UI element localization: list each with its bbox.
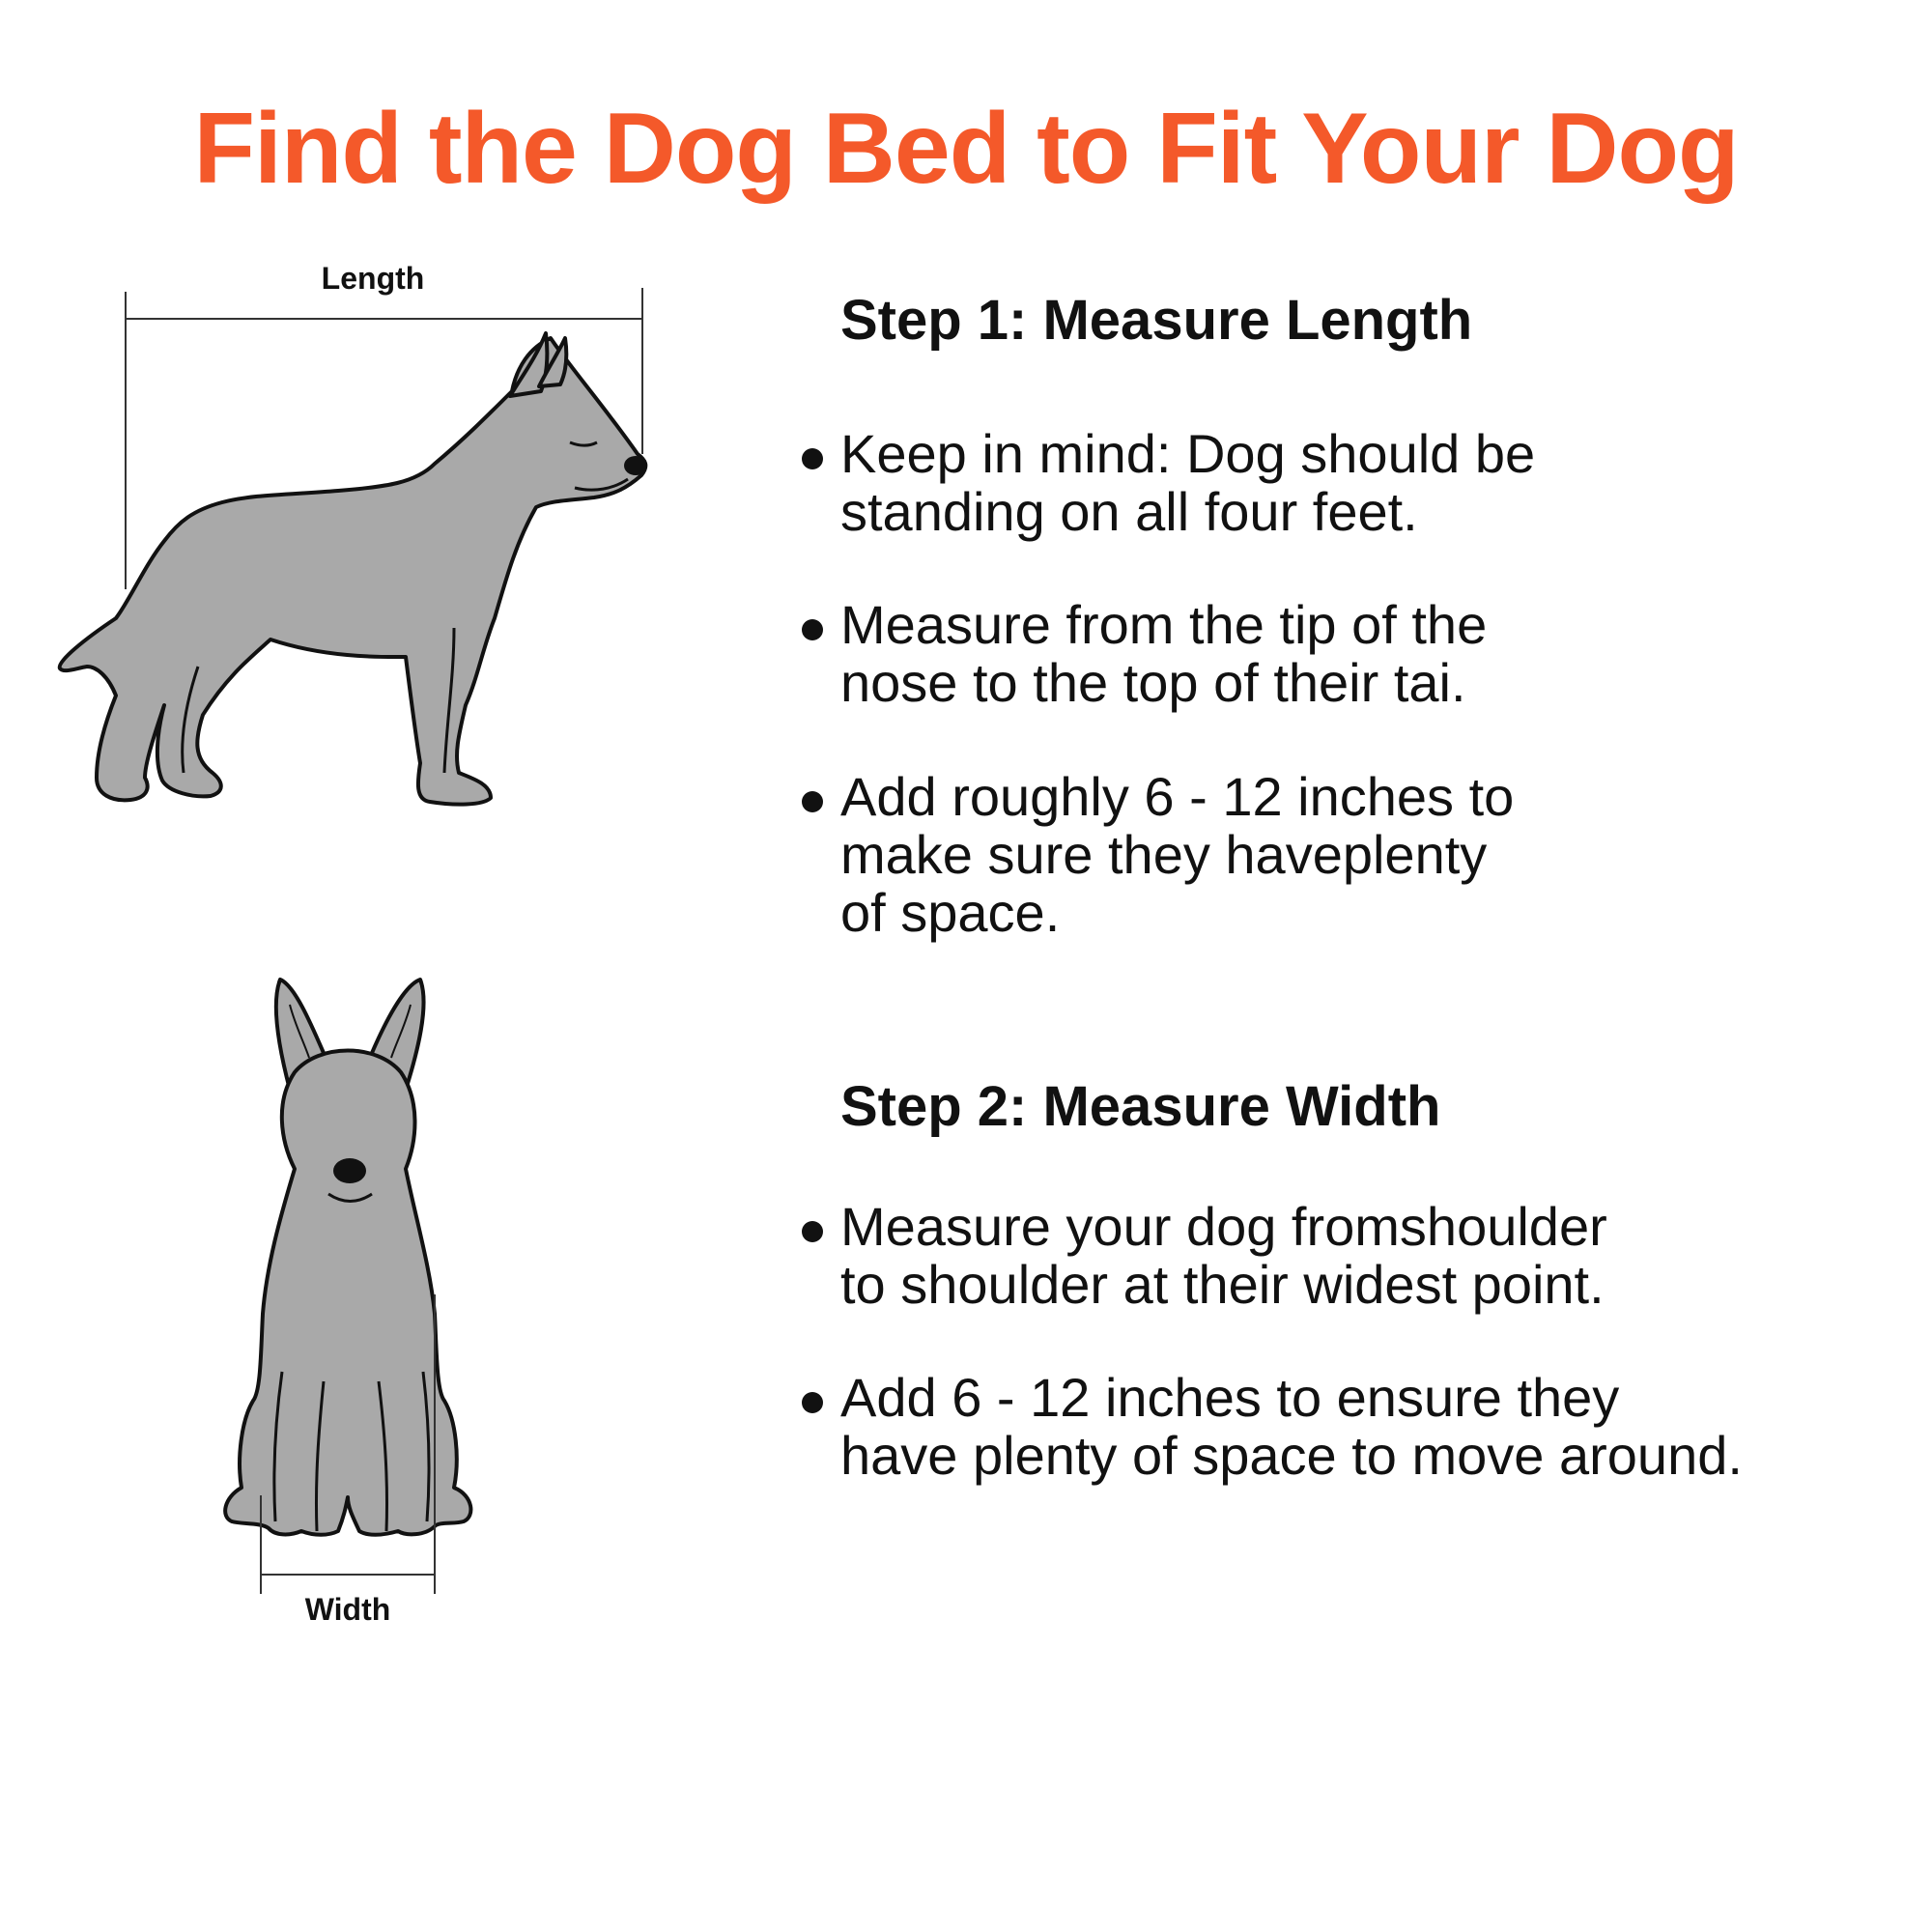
dog-front-view-illustration bbox=[213, 966, 483, 1613]
step-2-bullet: Measure your dog fromshoulder to shoulder at their widest point. bbox=[802, 1198, 1893, 1314]
bullet-icon bbox=[802, 619, 823, 640]
page-title: Find the Dog Bed to Fit Your Dog bbox=[193, 93, 1739, 205]
step-2-bullet: Add 6 - 12 inches to ensure they have plenty of space to move around. bbox=[802, 1369, 1893, 1485]
instructions bbox=[802, 0, 1903, 1932]
width-label: Width bbox=[304, 1592, 391, 1627]
length-label: Length bbox=[321, 261, 425, 296]
step-2-title: Step 2: Measure Width bbox=[840, 1075, 1441, 1138]
bullet-icon bbox=[802, 791, 823, 812]
bullet-icon bbox=[802, 1221, 823, 1242]
dog-illustrations bbox=[0, 0, 734, 1932]
bullet-icon bbox=[802, 448, 823, 469]
step-1-bullet: Add roughly 6 - 12 inches to make sure they haveplenty of space. bbox=[802, 768, 1893, 942]
step-1-bullet: Measure from the tip of the nose to the top of their tai. bbox=[802, 596, 1893, 712]
bullet-icon bbox=[802, 1392, 823, 1413]
step-1-bullet: Keep in mind: Dog should be standing on all four feet. bbox=[802, 425, 1893, 541]
dog-side-view-illustration bbox=[39, 251, 657, 821]
step-1-title: Step 1: Measure Length bbox=[840, 289, 1473, 352]
